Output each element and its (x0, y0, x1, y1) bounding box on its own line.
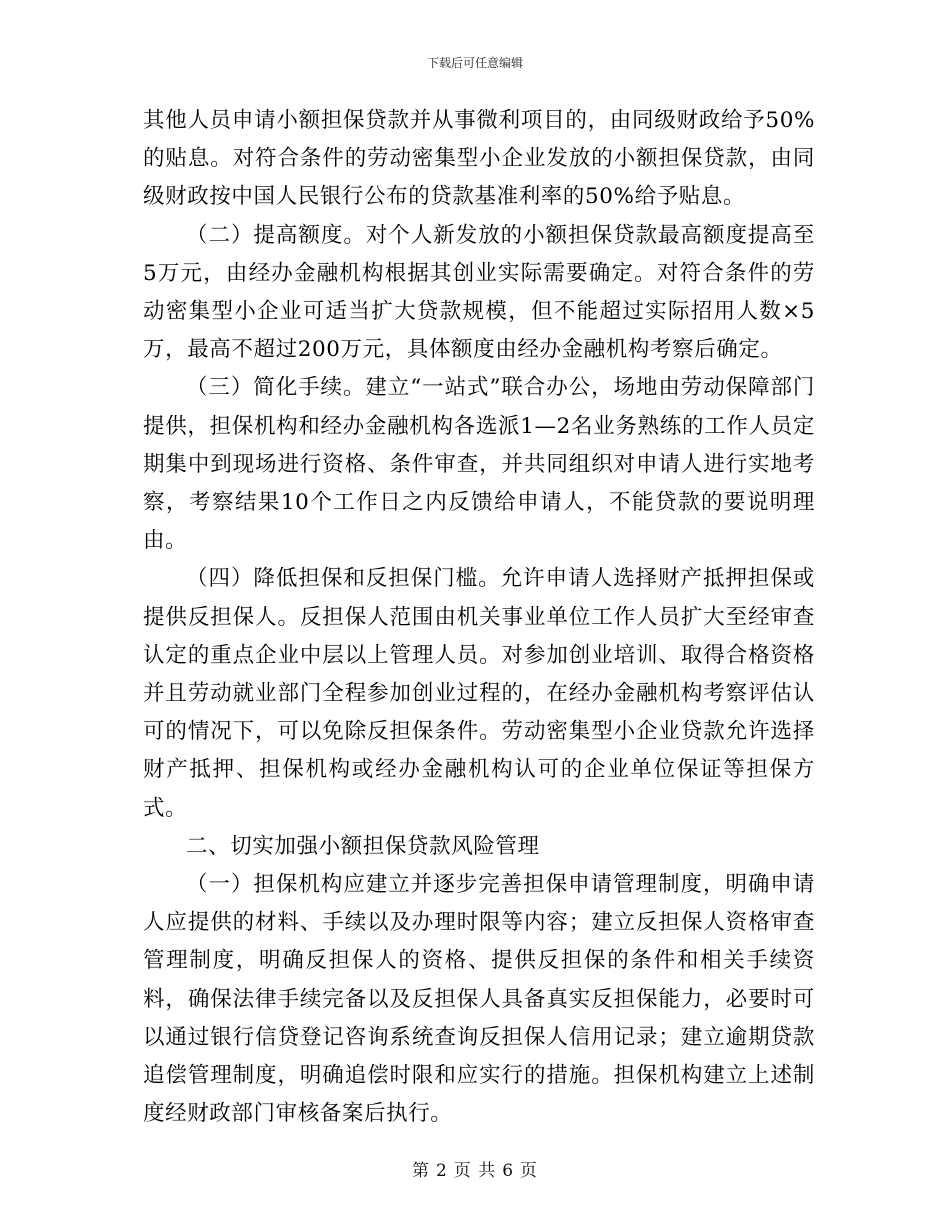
paragraph-lower-guarantee-threshold: （四）降低担保和反担保门槛。允许申请人选择财产抵押担保或提供反担保人。反担保人范围由机关事业单位工作人员扩大至经审查认定的重点企业中层以上管理人员。对参加创业培训、取得合格资格并且劳动就业部门全程参加创业过程的，在经办金融机构考察评估认可的情况下，可以免除反担保条件。劳动密集型小企业贷款允许选择财产抵押、担保机构或经办金融机构认可的企业单位保证等担保方式。 (143, 566, 815, 821)
paragraph-raise-limit: （二）提高额度。对个人新发放的小额担保贷款最高额度提高至5万元，由经办金融机构根据其创业实际需要确定。对符合条件的劳动密集型小企业可适当扩大贷款规模，但不能超过实际招用人数×5万，最高不超过200万元，具体额度由经办金融机构考察后确定。 (143, 222, 815, 363)
page-footer (0, 1156, 950, 1181)
footer-middle: 页 共 (453, 1161, 497, 1181)
footer-prefix: 第 (411, 1161, 430, 1181)
total-page-count: 6 (502, 1161, 515, 1181)
header-note: 下载后可任意编辑 (426, 56, 523, 70)
paragraph-guarantee-institution-rules: （一）担保机构应建立并逐步完善担保申请管理制度，明确申请人应提供的材料、手续以及办理时限等内容；建立反担保人资格审查管理制度，明确反担保人的资格、提供反担保的条件和相关手续资料，确保法律手续完备以及反担保人具备真实反担保能力，必要时可以通过银行信贷登记咨询系统查询反担保人信用记录；建立逾期贷款追偿管理制度，明确追偿时限和应实行的措施。担保机构建立上述制度经财政部门审核备案后执行。 (143, 872, 815, 1127)
footer-suffix: 页 (520, 1161, 539, 1181)
paragraph-simplify-procedures: （三）简化手续。建立“一站式”联合办公，场地由劳动保障部门提供，担保机构和经办金融机构各选派1—2名业务熟练的工作人员定期集中到现场进行资格、条件审查，并共同组织对申请人进行实地考察，考察结果10个工作日之内反馈给申请人，不能贷款的要说明理由。 (143, 375, 815, 554)
section-heading-risk-management: 二、切实加强小额担保贷款风险管理 (186, 833, 540, 859)
current-page-number: 2 (435, 1161, 448, 1181)
paragraph-continuation: 其他人员申请小额担保贷款并从事微利项目的，由同级财政给予50%的贴息。对符合条件的劳动密集型小企业发放的小额担保贷款，由同级财政按中国人民银行公布的贷款基准利率的50%给予贴息。 (143, 108, 815, 210)
document-body (143, 102, 815, 1133)
